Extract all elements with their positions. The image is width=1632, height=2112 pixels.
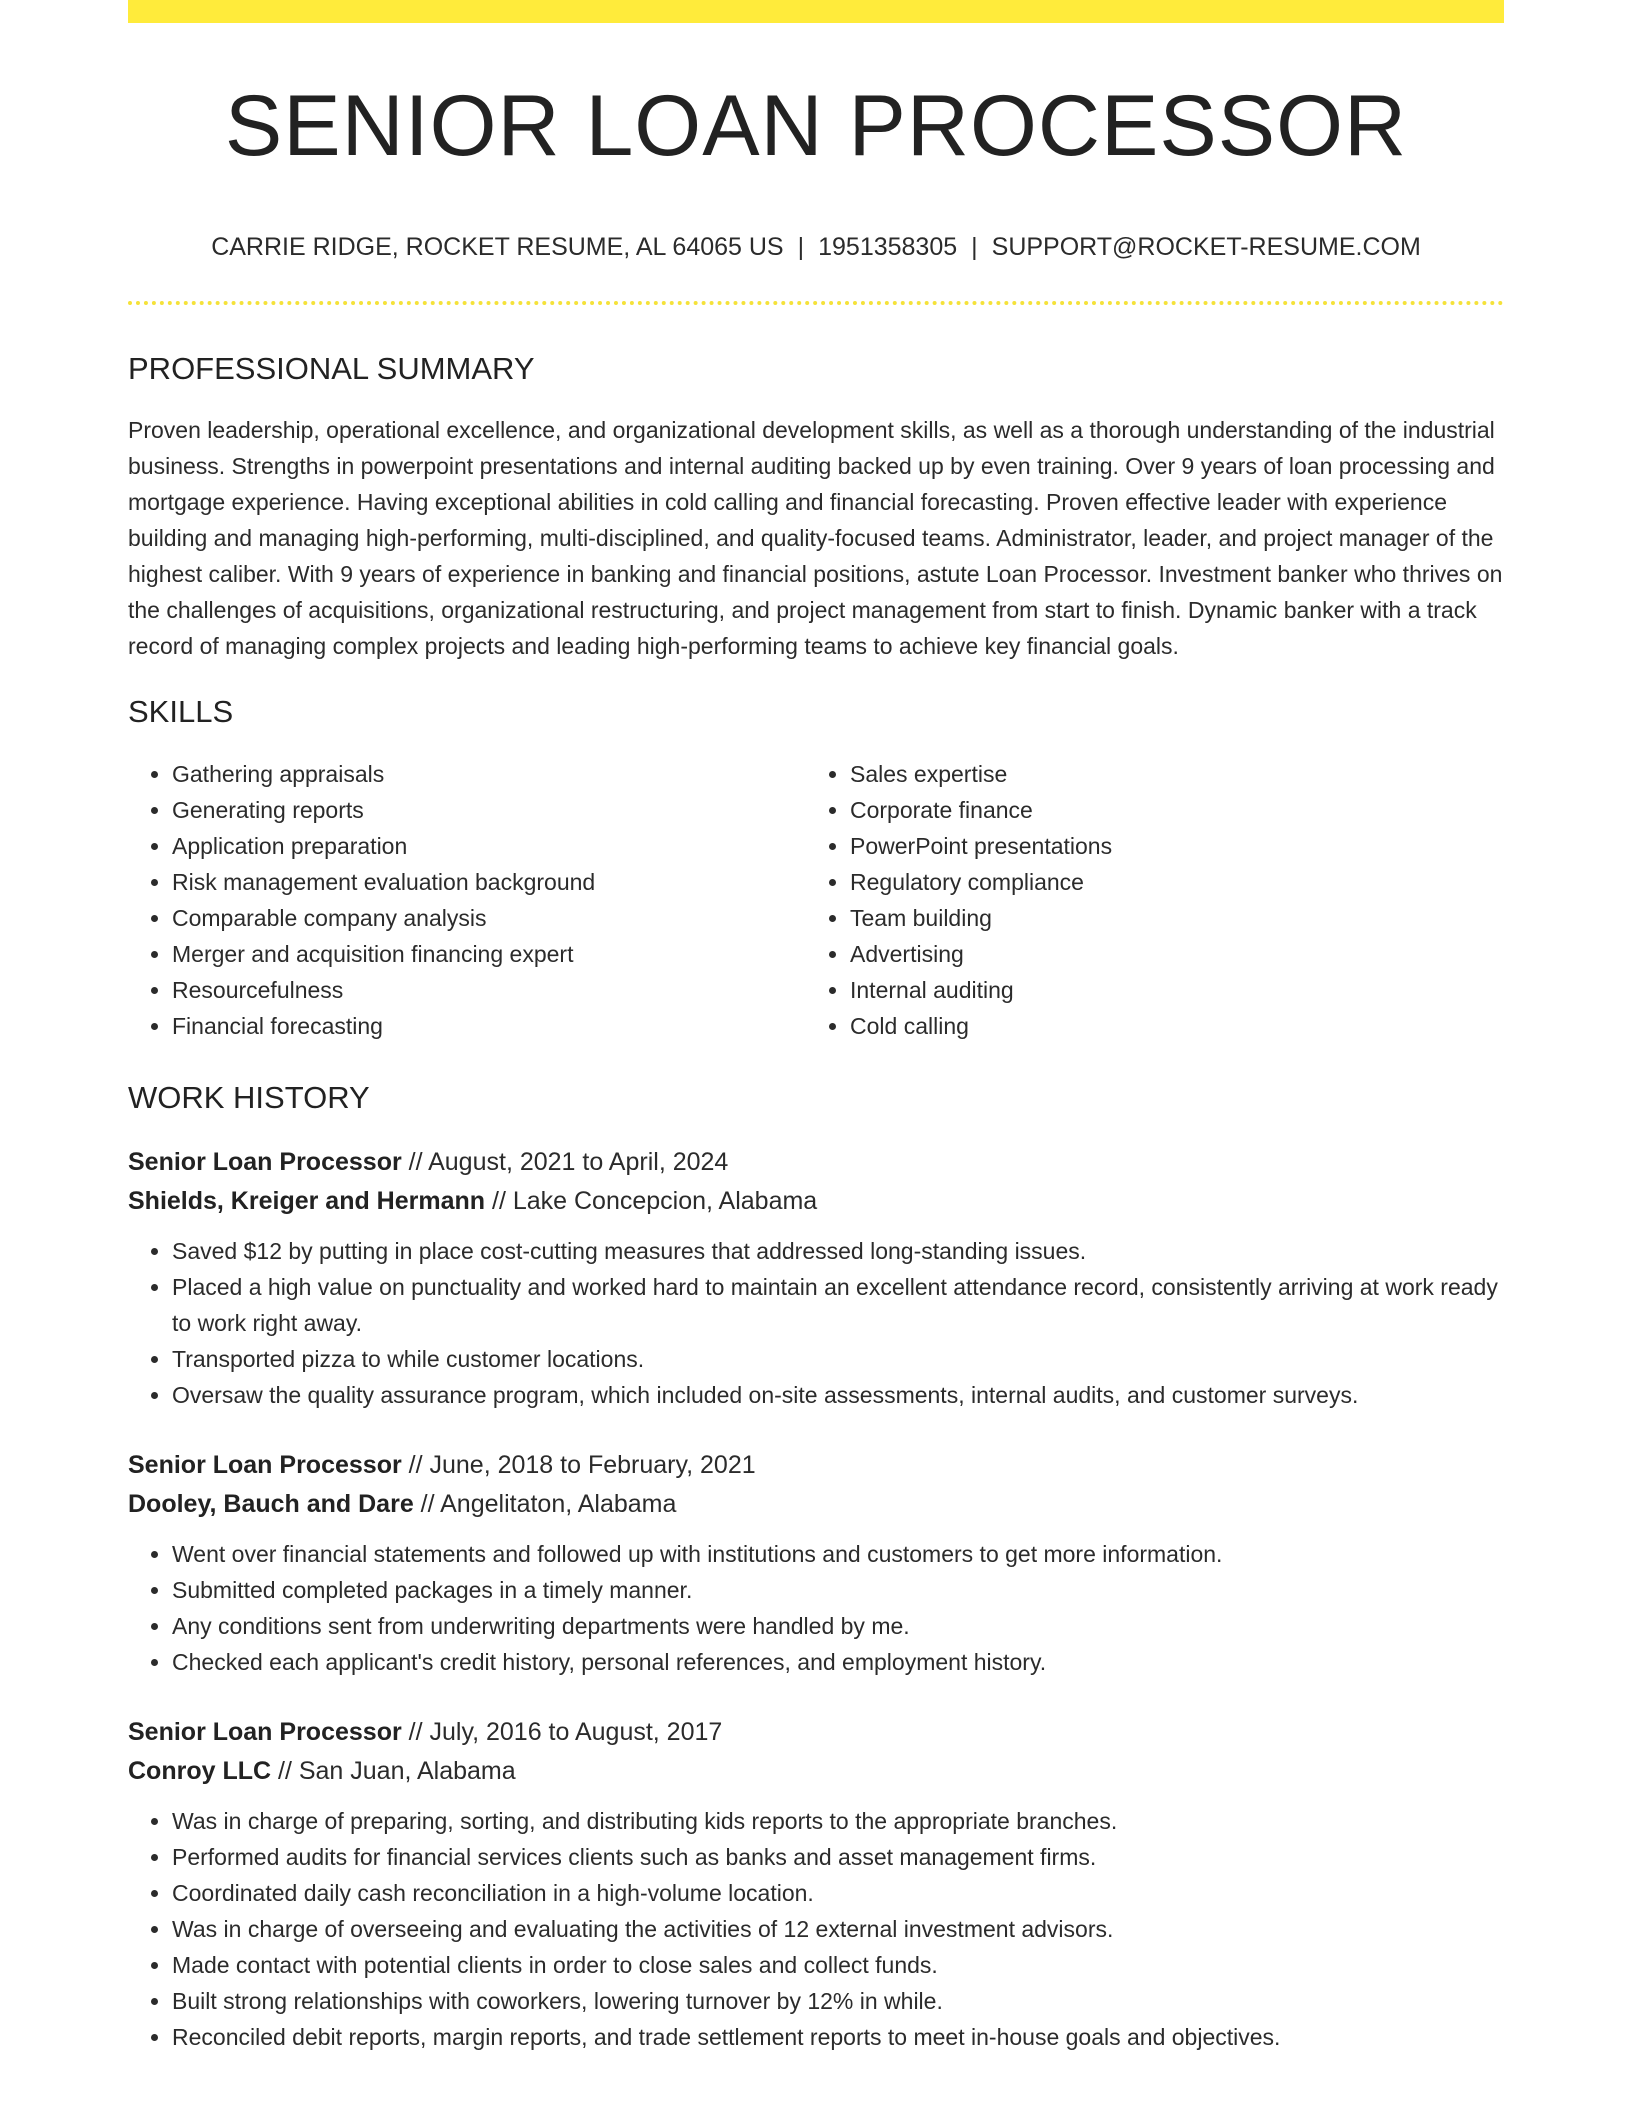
job-title-line <box>128 1713 1504 1752</box>
skills-section <box>128 696 1504 1044</box>
summary-section <box>128 353 1504 664</box>
job-dates: // August, 2021 to April, 2024 <box>401 1148 729 1176</box>
duty-item: • Made contact with potential clients in order to close sales and collect funds. <box>172 1947 1504 1983</box>
duty-item: • Performed audits for financial services clients such as banks and asset management firms. <box>172 1839 1504 1875</box>
duty-item: • Was in charge of overseeing and evaluating the activities of 12 external investment advisors. <box>172 1911 1504 1947</box>
work-history-heading: WORK HISTORY <box>128 1080 370 1115</box>
duty-item: • Placed a high value on punctuality and worked hard to maintain an excellent attendance record, consistently arriving at work ready to work right away. <box>172 1269 1504 1341</box>
duty-item: • Went over financial statements and followed up with institutions and customers to get more information. <box>172 1536 1504 1572</box>
duty-item: • Coordinated daily cash reconciliation in a high-volume location. <box>172 1875 1504 1911</box>
accent-bar <box>128 0 1504 23</box>
job-duties <box>128 1536 1504 1680</box>
job-location: // San Juan, Alabama <box>271 1757 516 1785</box>
job-dates: // July, 2016 to August, 2017 <box>401 1718 723 1746</box>
duty-item: • Reconciled debit reports, margin reports, and trade settlement reports to meet in-house goals and objectives. <box>172 2019 1504 2055</box>
contact-phone: 1951358305 <box>818 233 958 261</box>
duty-item: • Transported pizza to while customer locations. <box>172 1341 1504 1377</box>
skill-item: • Resourcefulness <box>172 972 806 1008</box>
job-dates: // June, 2018 to February, 2021 <box>401 1451 756 1479</box>
skills-columns <box>128 756 1504 1044</box>
duty-item: • Built strong relationships with coworkers, lowering turnover by 12% in while. <box>172 1983 1504 2019</box>
job-entry <box>128 1446 1504 1680</box>
skill-item: • Merger and acquisition financing expert <box>172 936 806 972</box>
contact-email: SUPPORT@ROCKET-RESUME.COM <box>991 233 1421 261</box>
duty-item: • Checked each applicant's credit history, personal references, and employment history. <box>172 1644 1504 1680</box>
skill-item: • Application preparation <box>172 828 806 864</box>
skill-item: • Gathering appraisals <box>172 756 806 792</box>
job-company-line <box>128 1182 1504 1221</box>
skill-item: • PowerPoint presentations <box>850 828 1484 864</box>
job-company: Dooley, Bauch and Dare <box>128 1490 414 1518</box>
job-role: Senior Loan Processor <box>128 1718 402 1746</box>
skills-list-right <box>806 756 1484 1044</box>
skill-item: • Internal auditing <box>850 972 1484 1008</box>
job-company-line <box>128 1485 1504 1524</box>
skill-item: • Regulatory compliance <box>850 864 1484 900</box>
skills-heading: SKILLS <box>128 694 234 729</box>
skills-list-left <box>128 756 806 1044</box>
skill-item: • Cold calling <box>850 1008 1484 1044</box>
duty-item: • Was in charge of preparing, sorting, and distributing kids reports to the appropriate branches. <box>172 1803 1504 1839</box>
job-title-line <box>128 1446 1504 1485</box>
skill-item: • Advertising <box>850 936 1484 972</box>
skill-item: • Team building <box>850 900 1484 936</box>
skill-item: • Sales expertise <box>850 756 1484 792</box>
skill-item: • Risk management evaluation background <box>172 864 806 900</box>
job-entry <box>128 1713 1504 2055</box>
duty-item: • Saved $12 by putting in place cost-cutting measures that addressed long-standing issues. <box>172 1233 1504 1269</box>
contact-line <box>128 235 1504 260</box>
job-company: Shields, Kreiger and Hermann <box>128 1187 486 1215</box>
contact-address: CARRIE RIDGE, ROCKET RESUME, AL 64065 US <box>211 233 784 261</box>
duty-item: • Oversaw the quality assurance program, which included on-site assessments, internal audits, and customer surveys. <box>172 1377 1504 1413</box>
job-location: // Lake Concepcion, Alabama <box>485 1187 818 1215</box>
job-title-line <box>128 1143 1504 1182</box>
resume-page <box>128 0 1504 2055</box>
skill-item: • Corporate finance <box>850 792 1484 828</box>
header-divider <box>128 301 1504 305</box>
contact-separator: | <box>797 233 805 261</box>
job-location: // Angelitaton, Alabama <box>413 1490 677 1518</box>
skill-item: • Generating reports <box>172 792 806 828</box>
contact-separator: | <box>971 233 978 261</box>
duty-item: • Submitted completed packages in a timely manner. <box>172 1572 1504 1608</box>
duty-item: • Any conditions sent from underwriting departments were handled by me. <box>172 1608 1504 1644</box>
skill-item: • Comparable company analysis <box>172 900 806 936</box>
skill-item: • Financial forecasting <box>172 1008 806 1044</box>
job-role: Senior Loan Processor <box>128 1451 402 1479</box>
job-company-line <box>128 1752 1504 1791</box>
job-entry <box>128 1143 1504 1413</box>
job-company: Conroy LLC <box>128 1757 272 1785</box>
summary-heading: PROFESSIONAL SUMMARY <box>128 351 535 386</box>
summary-text: Proven leadership, operational excellence, and organizational development skills, as well as a thorough understanding of the industrial business. Strengths in powerpoint presentations and internal auditing backed up by even training. Over 9 years of loan processing and mortgage experience. Having exceptional abilities in cold calling and financial forecasting. Proven effective leader with experience building and managing high-performing, multi-disciplined, and quality-focused teams. Administrator, leader, and project manager of the highest caliber. With 9 years of experience in banking and financial positions, astute Loan Processor. Investment banker who thrives on the challenges of acquisitions, organizational restructuring, and project management from start to finish. Dynamic banker with a track record of managing complex projects and leading high-performing teams to achieve key financial goals. <box>128 417 1503 659</box>
job-role: Senior Loan Processor <box>128 1148 402 1176</box>
job-duties <box>128 1233 1504 1413</box>
work-history-section <box>128 1082 1504 2055</box>
resume-title: SENIOR LOAN PROCESSOR <box>224 78 1408 174</box>
job-duties <box>128 1803 1504 2055</box>
